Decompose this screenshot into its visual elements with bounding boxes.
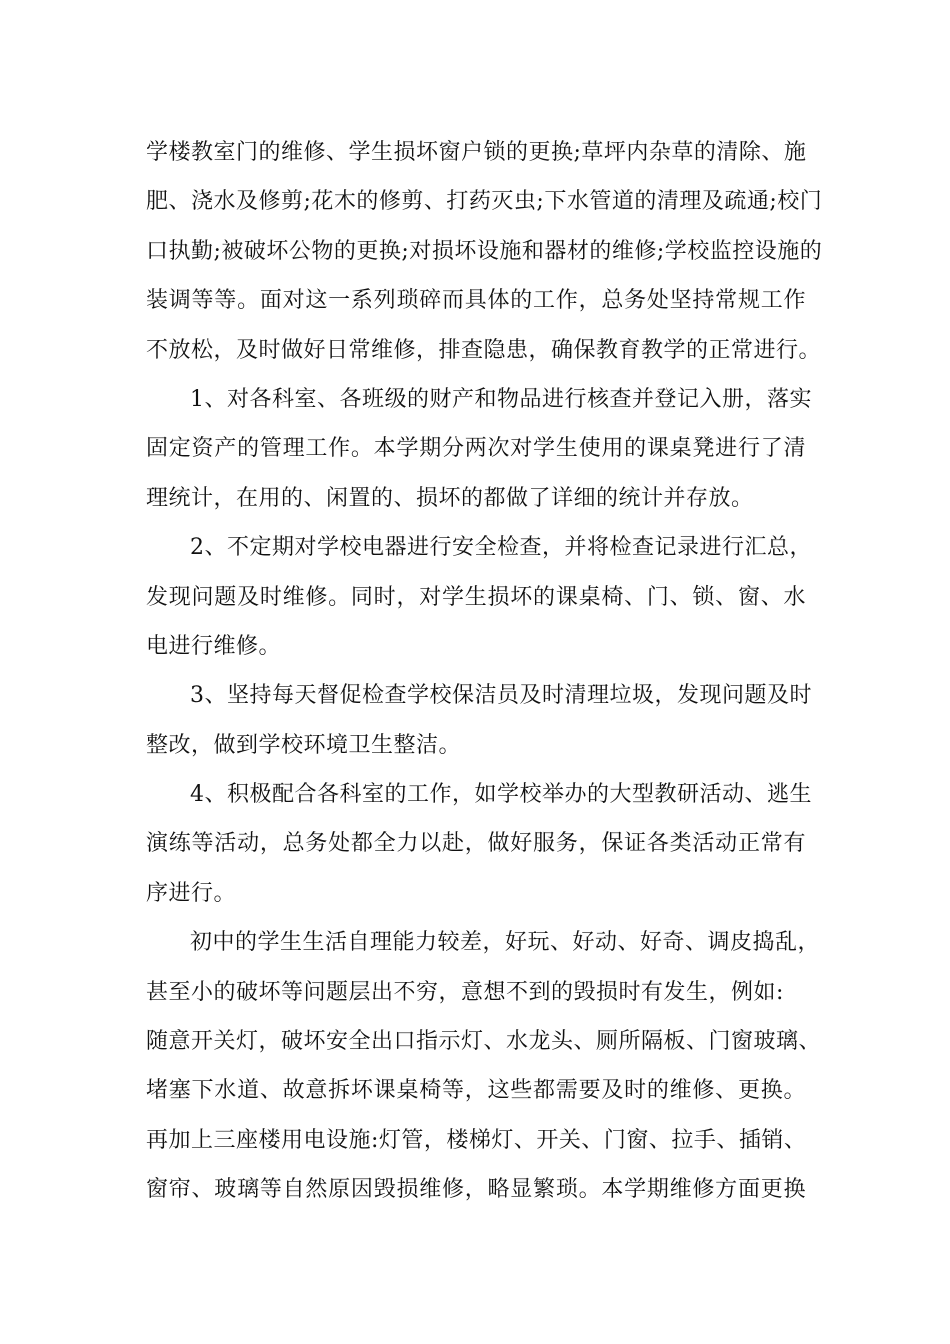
- paragraph-first-line: 3、坚持每天督促检查学校保洁员及时清理垃圾，发现问题及时: [190, 683, 812, 709]
- text-line: 学楼教室门的维修、学生损坏窗户锁的更换;草坪内杂草的清除、施: [146, 140, 807, 165]
- text-line: 整改，做到学校环境卫生整洁。: [146, 732, 462, 758]
- text-line: 序进行。: [146, 880, 237, 906]
- text-line: 不放松，及时做好日常维修，排查隐患，确保教育教学的正常进行。: [146, 337, 822, 363]
- text-line: 固定资产的管理工作。本学期分两次对学生使用的课桌凳进行了清: [146, 436, 806, 462]
- text-line: 理统计，在用的、闲置的、损坏的都做了详细的统计并存放。: [146, 485, 754, 511]
- paragraph-first-line: 2、不定期对学校电器进行安全检查，并将检查记录进行汇总，: [190, 535, 812, 561]
- text-line: 再加上三座楼用电设施:灯管，楼梯灯、开关、门窗、拉手、插销、: [146, 1127, 807, 1153]
- text-line: 演练等活动，总务处都全力以赴，做好服务，保证各类活动正常有: [146, 831, 806, 857]
- text-line: 堵塞下水道、故意拆坏课桌椅等，这些都需要及时的维修、更换。: [146, 1078, 806, 1104]
- paragraph-first-line: 4、积极配合各科室的工作，如学校举办的大型教研活动、逃生: [190, 782, 812, 808]
- text-line: 肥、浇水及修剪;花木的修剪、打药灭虫;下水管道的清理及疏通;校门: [146, 189, 823, 215]
- paragraph-first-line: 1、对各科室、各班级的财产和物品进行核查并登记入册，落实: [190, 386, 812, 412]
- paragraph-first-line: 初中的学生生活自理能力较差，好玩、好动、好奇、调皮捣乱，: [190, 930, 821, 956]
- body-text: [146, 128, 823, 1215]
- text-line: 发现问题及时维修。同时，对学生损坏的课桌椅、门、锁、窗、水: [146, 584, 806, 610]
- text-line: 窗帘、玻璃等自然原因毁损维修，略显繁琐。本学期维修方面更换: [146, 1177, 806, 1203]
- text-line: 装调等等。面对这一系列琐碎而具体的工作，总务处坚持常规工作: [146, 288, 806, 314]
- text-line: 甚至小的破坏等问题层出不穷，意想不到的毁损时有发生，例如:: [146, 979, 784, 1005]
- text-line: 电进行维修。: [146, 633, 282, 659]
- text-line: 随意开关灯，破坏安全出口指示灯、水龙头、厕所隔板、门窗玻璃、: [146, 1029, 822, 1055]
- text-line: 口执勤;被破坏公物的更换;对损坏设施和器材的维修;学校监控设施的: [146, 238, 823, 264]
